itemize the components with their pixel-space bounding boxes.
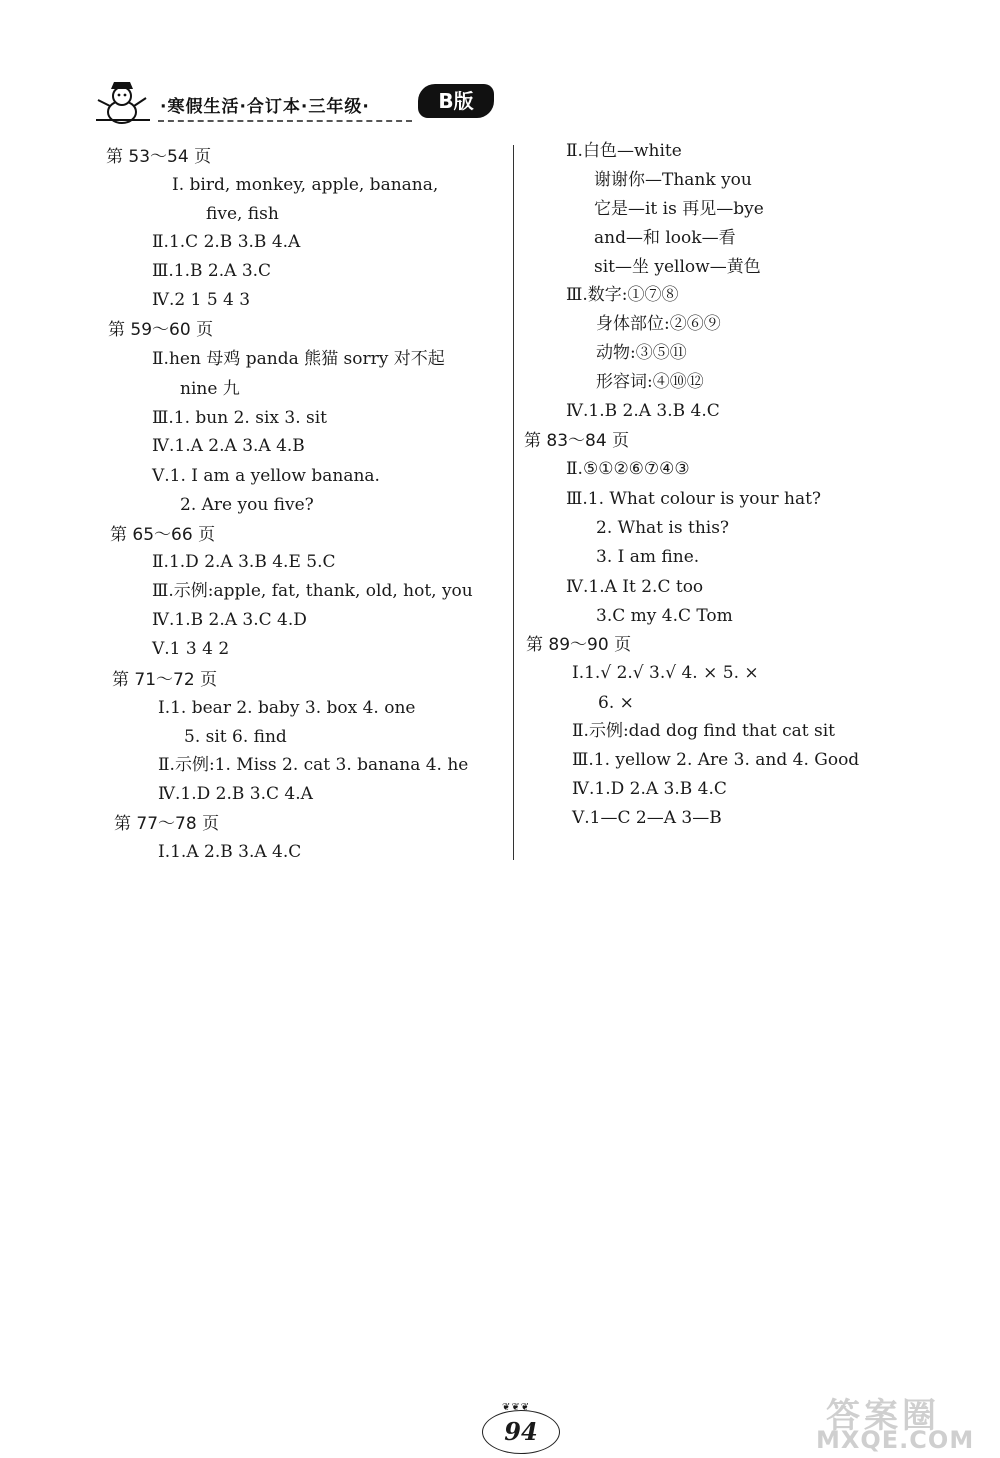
answer-line: 2. What is this? (596, 518, 730, 538)
answer-line: Ⅰ.1. bear 2. baby 3. box 4. one (158, 698, 416, 718)
section-heading: 第 59～60 页 (108, 320, 214, 340)
answer-line: Ⅰ.1.A 2.B 3.A 4.C (158, 842, 302, 862)
answer-line: Ⅳ.1.A It 2.C too (566, 577, 704, 597)
answer-line: and—和 look—看 (594, 228, 736, 248)
column-divider (513, 145, 514, 860)
answer-line: 它是—it is 再见—bye (594, 199, 764, 219)
header-divider (158, 120, 412, 122)
snowman-mascot-icon (92, 80, 156, 126)
answer-line: Ⅳ.2 1 5 4 3 (152, 290, 251, 310)
section-heading: 第 83～84 页 (524, 431, 630, 451)
answer-line: Ⅳ.1.B 2.A 3.B 4.C (566, 401, 720, 421)
answer-line: 6. × (598, 693, 634, 713)
answer-line: 2. Are you five? (180, 495, 314, 515)
answer-line: five, fish (206, 204, 279, 224)
answer-line: Ⅱ.hen 母鸡 panda 熊猫 sorry 对不起 (152, 349, 445, 369)
edition-badge: B版 (418, 84, 494, 118)
answer-line: Ⅳ.1.D 2.B 3.C 4.A (158, 784, 313, 804)
answer-line: Ⅴ.1 3 4 2 (152, 639, 230, 659)
answer-line: Ⅱ.1.D 2.A 3.B 4.E 5.C (152, 552, 336, 572)
answer-line: Ⅴ.1. I am a yellow banana. (152, 466, 380, 486)
answer-line: nine 九 (180, 379, 240, 399)
answer-line: Ⅱ.⑤①②⑥⑦④③ (566, 459, 690, 479)
answer-line: Ⅲ.1. bun 2. six 3. sit (152, 408, 327, 428)
page-header (92, 78, 512, 128)
answer-line: sit—坐 yellow—黄色 (594, 257, 761, 277)
section-heading: 第 65～66 页 (110, 525, 216, 545)
answer-line: 形容词:④⑩⑫ (596, 372, 704, 392)
answer-line: Ⅴ.1—C 2—A 3—B (572, 808, 722, 828)
answer-line: 动物:③⑤⑪ (596, 343, 687, 363)
answer-line: 3. I am fine. (596, 547, 700, 567)
answer-line: Ⅰ. bird, monkey, apple, banana, (172, 175, 439, 195)
answer-line: Ⅱ.示例:1. Miss 2. cat 3. banana 4. he (158, 755, 469, 775)
answer-line: Ⅳ.1.A 2.A 3.A 4.B (152, 436, 305, 456)
answer-line: Ⅱ.白色—white (566, 141, 682, 161)
answer-line: 谢谢你—Thank you (594, 170, 752, 190)
answer-line: 3.C my 4.C Tom (596, 606, 733, 626)
answer-line: Ⅲ.1. What colour is your hat? (566, 489, 822, 509)
answer-line: Ⅲ.示例:apple, fat, thank, old, hot, you (152, 581, 473, 601)
answer-line: Ⅲ.1.B 2.A 3.C (152, 261, 272, 281)
answer-line: 身体部位:②⑥⑨ (596, 314, 721, 334)
header-title: ·寒假生活·合订本·三年级· (160, 97, 370, 117)
answer-line: Ⅳ.1.D 2.A 3.B 4.C (572, 779, 727, 799)
site-watermark (816, 1388, 994, 1454)
page-number: 94 (482, 1410, 560, 1454)
answer-line: Ⅲ.1. yellow 2. Are 3. and 4. Good (572, 750, 860, 770)
watermark-url: MXQE.COM (816, 1426, 975, 1454)
page-number-ornament: ❦❦❦ (502, 1402, 531, 1413)
answer-line: Ⅱ.示例:dad dog find that cat sit (572, 721, 836, 741)
section-heading: 第 53～54 页 (106, 147, 212, 167)
answer-line: Ⅲ.数字:①⑦⑧ (566, 285, 679, 305)
section-heading: 第 89～90 页 (526, 635, 632, 655)
watermark-logo-text: 答案圈 (826, 1396, 940, 1436)
section-heading: 第 71～72 页 (112, 670, 218, 690)
answer-line: Ⅱ.1.C 2.B 3.B 4.A (152, 232, 301, 252)
section-heading: 第 77～78 页 (114, 814, 220, 834)
answer-line: Ⅰ.1.√ 2.√ 3.√ 4. × 5. × (572, 663, 759, 683)
answer-line: 5. sit 6. find (184, 727, 287, 747)
answer-line: Ⅳ.1.B 2.A 3.C 4.D (152, 610, 307, 630)
